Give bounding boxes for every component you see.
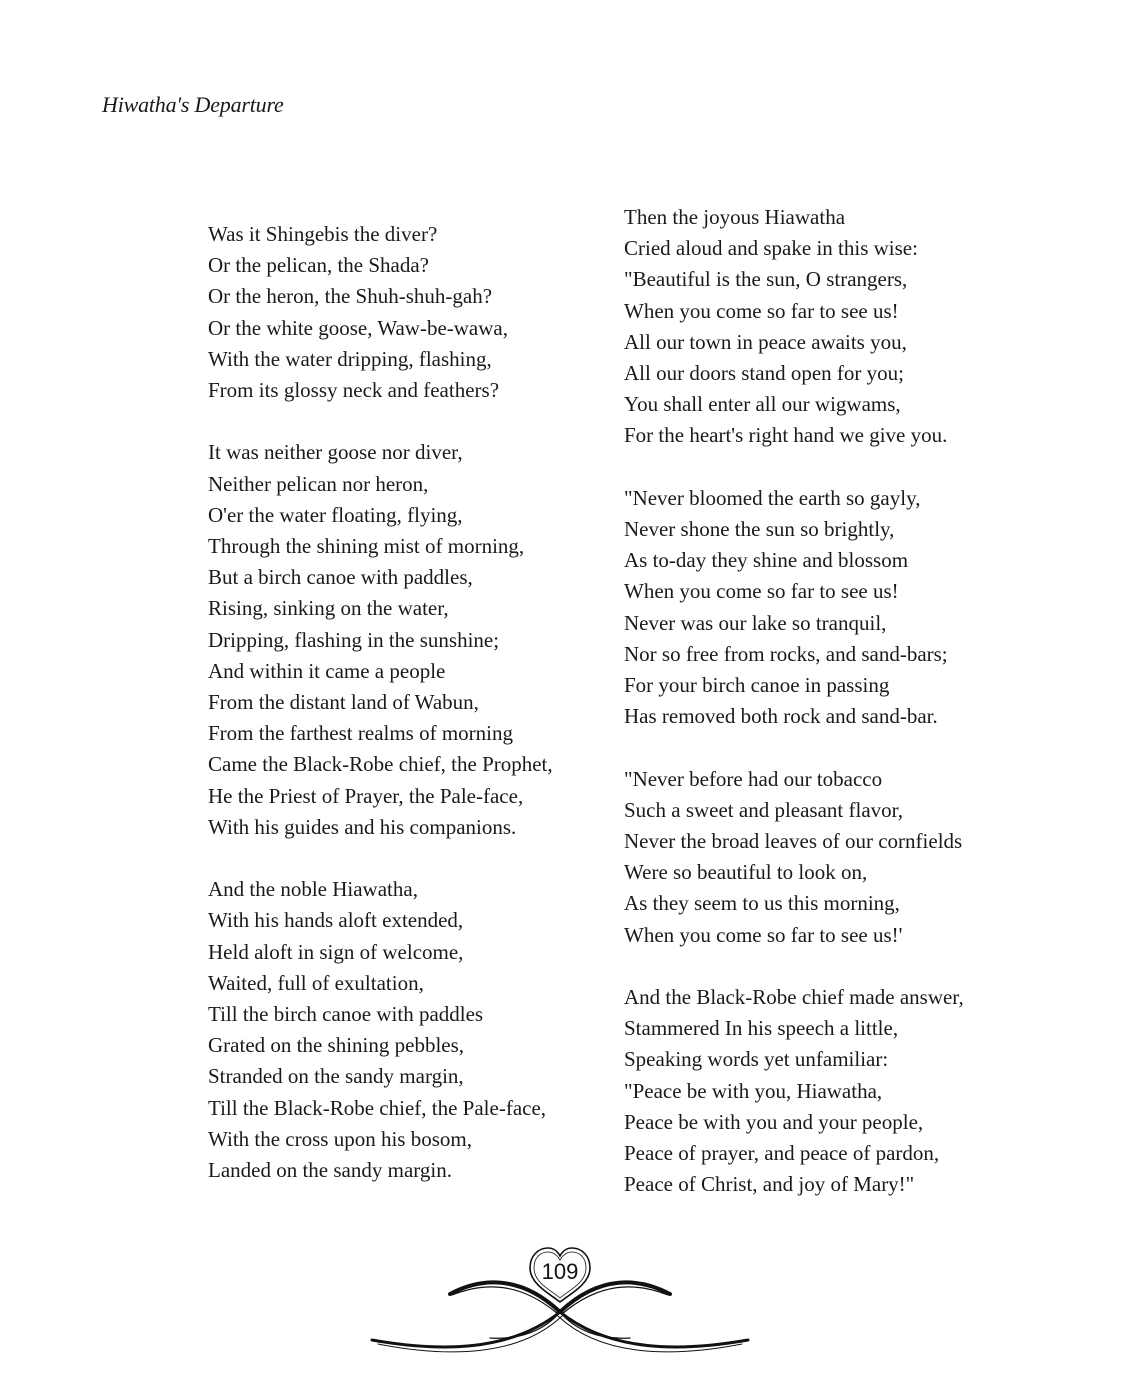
left-stanza	[208, 874, 608, 1186]
poem-line: And the noble Hiawatha,	[208, 877, 418, 902]
poem-line: Held aloft in sign of welcome,	[208, 939, 464, 964]
poem-line: Cried aloud and spake in this wise:	[624, 236, 918, 261]
poem-line: With the cross upon his bosom,	[208, 1126, 472, 1151]
poem-line: Rising, sinking on the water,	[208, 596, 449, 621]
poem-line: O'er the water floating, flying,	[208, 502, 463, 527]
poem-line: Never the broad leaves of our cornfields	[624, 829, 963, 854]
left-column	[208, 219, 608, 1186]
poem-line: When you come so far to see us!'	[624, 922, 903, 947]
right-stanza	[624, 483, 1044, 733]
poem-line: From the distant land of Wabun,	[208, 690, 479, 715]
left-stanza	[208, 219, 608, 406]
poem-line: Peace of prayer, and peace of pardon,	[624, 1141, 940, 1166]
poem-line: When you come so far to see us!	[624, 298, 899, 323]
poem-line: As they seem to us this morning,	[624, 891, 900, 916]
page-number: 109	[541, 1259, 579, 1284]
poem-line: From the farthest realms of morning	[208, 721, 514, 746]
poem-line: "Never before had our tobacco	[624, 766, 883, 791]
poem-line: Has removed both rock and sand-bar.	[624, 704, 938, 729]
poem-line: Neither pelican nor heron,	[208, 471, 429, 496]
poem-line: Till the Black-Robe chief, the Pale-face,	[208, 1095, 547, 1120]
poem-line: You shall enter all our wigwams,	[624, 392, 901, 417]
poem-line: For your birch canoe in passing	[624, 673, 890, 698]
right-stanza	[624, 202, 1044, 452]
poem-line: Was it Shingebis the diver?	[208, 222, 438, 246]
poem-line: Speaking words yet unfamiliar:	[624, 1047, 889, 1072]
poem-line: "Beautiful is the sun, O strangers,	[624, 267, 908, 292]
poem-line: He the Priest of Prayer, the Pale-face,	[208, 783, 524, 808]
poem-line: With his guides and his companions.	[208, 814, 517, 839]
running-header: Hiwatha's Departure	[102, 92, 284, 117]
poem-line: Dripping, flashing in the sunshine;	[208, 627, 500, 652]
poem-line: But a birch canoe with paddles,	[208, 565, 473, 590]
poem-line: Nor so free from rocks, and sand-bars;	[624, 641, 948, 666]
poem-line: Never was our lake so tranquil,	[624, 610, 887, 635]
poem-line: Till the birch canoe with paddles	[208, 1002, 484, 1027]
poem-line: Waited, full of exultation,	[208, 970, 424, 995]
poem-line: Stranded on the sandy margin,	[208, 1064, 464, 1089]
poem-line: Or the pelican, the Shada?	[208, 253, 429, 278]
poem-line: Never shone the sun so brightly,	[624, 517, 895, 542]
poem-line: From its glossy neck and feathers?	[208, 378, 500, 403]
poem-line: And the Black-Robe chief made answer,	[624, 985, 964, 1010]
poem-line: With the water dripping, flashing,	[208, 346, 492, 371]
poem-line: "Never bloomed the earth so gayly,	[624, 485, 921, 510]
poem-line: Grated on the shining pebbles,	[208, 1033, 465, 1058]
poem-line: Or the white goose, Waw-be-wawa,	[208, 315, 508, 340]
poem-line: Were so beautiful to look on,	[624, 860, 868, 885]
poem-line: As to-day they shine and blossom	[624, 548, 909, 573]
poem-line: With his hands aloft extended,	[208, 908, 464, 933]
right-stanza	[624, 982, 1044, 1200]
poem-line: Such a sweet and pleasant flavor,	[624, 797, 904, 822]
poem-line: When you come so far to see us!	[624, 579, 899, 604]
poem-line: Then the joyous Hiawatha	[624, 205, 846, 229]
right-stanza	[624, 764, 1044, 951]
poem-line: Peace be with you and your people,	[624, 1109, 924, 1134]
poem-line: Peace of Christ, and joy of Mary!"	[624, 1172, 915, 1197]
poem-line: For the heart's right hand we give you.	[624, 423, 948, 448]
poem-line: All our town in peace awaits you,	[624, 329, 907, 354]
poem-line: All our doors stand open for you;	[624, 361, 904, 386]
poem-line: "Peace be with you, Hiawatha,	[624, 1078, 883, 1103]
poem-line: Through the shining mist of morning,	[208, 534, 525, 559]
left-stanza	[208, 437, 608, 843]
poem-line: Or the heron, the Shuh-shuh-gah?	[208, 284, 493, 309]
poem-line: Came the Black-Robe chief, the Prophet,	[208, 752, 553, 777]
poem-line: And within it came a people	[208, 658, 446, 683]
poem-line: Landed on the sandy margin.	[208, 1158, 452, 1183]
right-column	[624, 202, 1044, 1200]
poem-line: It was neither goose nor diver,	[208, 440, 463, 465]
poem-line: Stammered In his speech a little,	[624, 1016, 899, 1041]
